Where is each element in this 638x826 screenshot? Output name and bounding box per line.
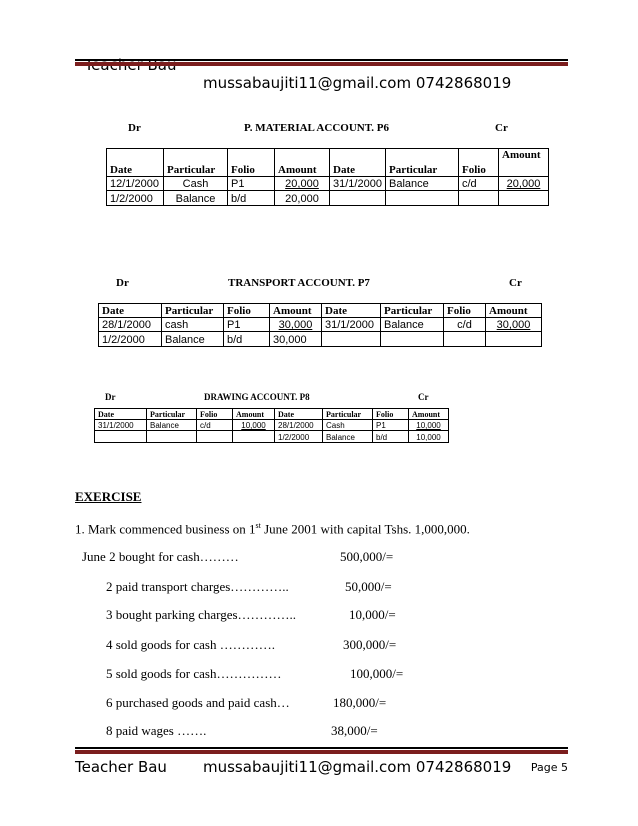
exercise-item-amount: 10,000/=: [349, 607, 396, 622]
cell-amount: 30,000: [270, 318, 322, 332]
table-row: [99, 332, 542, 347]
cell-date: 31/1/2000: [95, 420, 147, 431]
col-amount: Amount: [486, 304, 542, 318]
col-particular: Particular: [386, 149, 459, 177]
cell-date: 12/1/2000: [107, 177, 164, 191]
table-row: [99, 318, 542, 332]
col-folio: Folio: [197, 409, 233, 420]
exercise-item-desc: 8 paid wages …….: [106, 723, 207, 738]
col-date: Date: [99, 304, 162, 318]
cell-particular: [147, 431, 197, 443]
header-rule-accent: [75, 62, 568, 66]
drawing-title: DRAWING ACCOUNT. P8: [204, 392, 310, 402]
cell-amount: 30,000: [270, 332, 322, 347]
cell-particular: Balance: [164, 191, 228, 206]
cell-amount: 10,000: [233, 420, 275, 431]
drawing-ledger-table: [94, 408, 449, 443]
cell-folio: [197, 431, 233, 443]
footer-rule: [75, 747, 568, 749]
col-folio: Folio: [373, 409, 409, 420]
col-amount: Amount: [233, 409, 275, 420]
transport-cr-label: Cr: [509, 277, 522, 289]
exercise-item-desc: 5 sold goods for cash……………: [106, 666, 282, 681]
cell-amount: 20,000: [499, 177, 549, 191]
cell-date: 1/2/2000: [107, 191, 164, 206]
cell-date: 28/1/2000: [99, 318, 162, 332]
page-footer: [75, 758, 568, 776]
footer-name: Teacher Bau: [75, 758, 167, 776]
cell-amount: 10,000: [409, 420, 449, 431]
cell-date: 31/1/2000: [322, 318, 381, 332]
exercise-intro-text-rest: June 2001 with capital Tshs. 1,000,000.: [260, 521, 470, 537]
exercise-item-amount: 500,000/=: [340, 549, 394, 564]
cell-folio: b/d: [224, 332, 270, 347]
cell-folio: P1: [228, 177, 275, 191]
exercise-intro-text: 1. Mark commenced business on 1: [75, 521, 256, 537]
col-date: Date: [330, 149, 386, 177]
cell-date: 28/1/2000: [275, 420, 323, 431]
col-date: Date: [107, 149, 164, 177]
exercise-intro-sup: st: [255, 521, 261, 530]
footer-contact: mussabaujiti11@gmail.com 0742868019: [203, 758, 512, 776]
cell-folio: [459, 191, 499, 206]
cell-folio: [444, 332, 486, 347]
cell-folio: b/d: [373, 431, 409, 443]
header-contact: mussabaujiti11@gmail.com 0742868019: [203, 74, 512, 92]
transport-dr-label: Dr: [116, 277, 129, 289]
transport-header-row: [99, 304, 542, 318]
footer-rule-accent: [75, 750, 568, 754]
exercise-item-amount: 50,000/=: [345, 579, 392, 594]
table-row: [107, 191, 549, 206]
col-folio: Folio: [459, 149, 499, 177]
cell-date: 31/1/2000: [330, 177, 386, 191]
cell-amount: 20,000: [275, 191, 330, 206]
page-number: Page 5: [530, 761, 568, 774]
col-particular: Particular: [323, 409, 373, 420]
exercise-item-amount: 300,000/=: [343, 637, 397, 652]
col-amount: Amount: [409, 409, 449, 420]
cell-date: [330, 191, 386, 206]
exercise-item-desc: 6 purchased goods and paid cash…: [106, 695, 290, 710]
cell-particular: Cash: [164, 177, 228, 191]
cell-folio: P1: [373, 420, 409, 431]
col-folio: Folio: [444, 304, 486, 318]
cell-folio: c/d: [197, 420, 233, 431]
cell-amount: 30,000: [486, 318, 542, 332]
drawing-dr-label: Dr: [105, 392, 116, 402]
cell-particular: [386, 191, 459, 206]
exercise-item-amount: 38,000/=: [331, 723, 378, 738]
col-date: Date: [275, 409, 323, 420]
cell-particular: Balance: [147, 420, 197, 431]
drawing-header-row: [95, 409, 449, 420]
cell-particular: Balance: [386, 177, 459, 191]
col-amount: Amount: [275, 149, 330, 177]
cell-amount: [233, 431, 275, 443]
material-title: P. MATERIAL ACCOUNT. P6: [244, 122, 389, 134]
material-header-row: [107, 149, 549, 177]
drawing-cr-label: Cr: [418, 392, 429, 402]
exercise-item-desc: 4 sold goods for cash ………….: [106, 637, 275, 652]
cell-particular: Balance: [381, 318, 444, 332]
cell-particular: [381, 332, 444, 347]
material-cr-label: Cr: [495, 122, 508, 134]
col-particular: Particular: [147, 409, 197, 420]
exercise-item-amount: 180,000/=: [333, 695, 387, 710]
col-folio: Folio: [228, 149, 275, 177]
cell-date: [322, 332, 381, 347]
material-ledger-table: [106, 148, 549, 206]
cell-folio: P1: [224, 318, 270, 332]
cell-folio: b/d: [228, 191, 275, 206]
exercise-item-desc: June 2 bought for cash………: [82, 549, 239, 564]
cell-particular: cash: [162, 318, 224, 332]
cell-amount: 20,000: [275, 177, 330, 191]
cell-amount: [486, 332, 542, 347]
table-row: [107, 177, 549, 191]
cell-amount: [499, 191, 549, 206]
cell-particular: Cash: [323, 420, 373, 431]
transport-title: TRANSPORT ACCOUNT. P7: [228, 277, 370, 289]
col-particular: Particular: [381, 304, 444, 318]
exercise-title: EXERCISE: [75, 489, 142, 504]
exercise-item-amount: 100,000/=: [350, 666, 404, 681]
transport-ledger-table: [98, 303, 542, 347]
cell-amount: 10,000: [409, 431, 449, 443]
cell-date: [95, 431, 147, 443]
col-folio: Folio: [224, 304, 270, 318]
col-particular: Particular: [162, 304, 224, 318]
col-date: Date: [322, 304, 381, 318]
exercise-intro: [75, 521, 470, 537]
table-row: [95, 431, 449, 443]
header-rule: [75, 59, 568, 61]
col-amount: Amount: [499, 149, 549, 177]
exercise-item-desc: 2 paid transport charges…………..: [106, 579, 289, 594]
cell-particular: Balance: [162, 332, 224, 347]
cell-particular: Balance: [323, 431, 373, 443]
col-date: Date: [95, 409, 147, 420]
cell-date: 1/2/2000: [99, 332, 162, 347]
col-particular: Particular: [164, 149, 228, 177]
cell-folio: c/d: [459, 177, 499, 191]
cell-folio: c/d: [444, 318, 486, 332]
table-row: [95, 420, 449, 431]
exercise-item-desc: 3 bought parking charges…………..: [106, 607, 297, 622]
col-amount: Amount: [270, 304, 322, 318]
material-dr-label: Dr: [128, 122, 141, 134]
cell-date: 1/2/2000: [275, 431, 323, 443]
